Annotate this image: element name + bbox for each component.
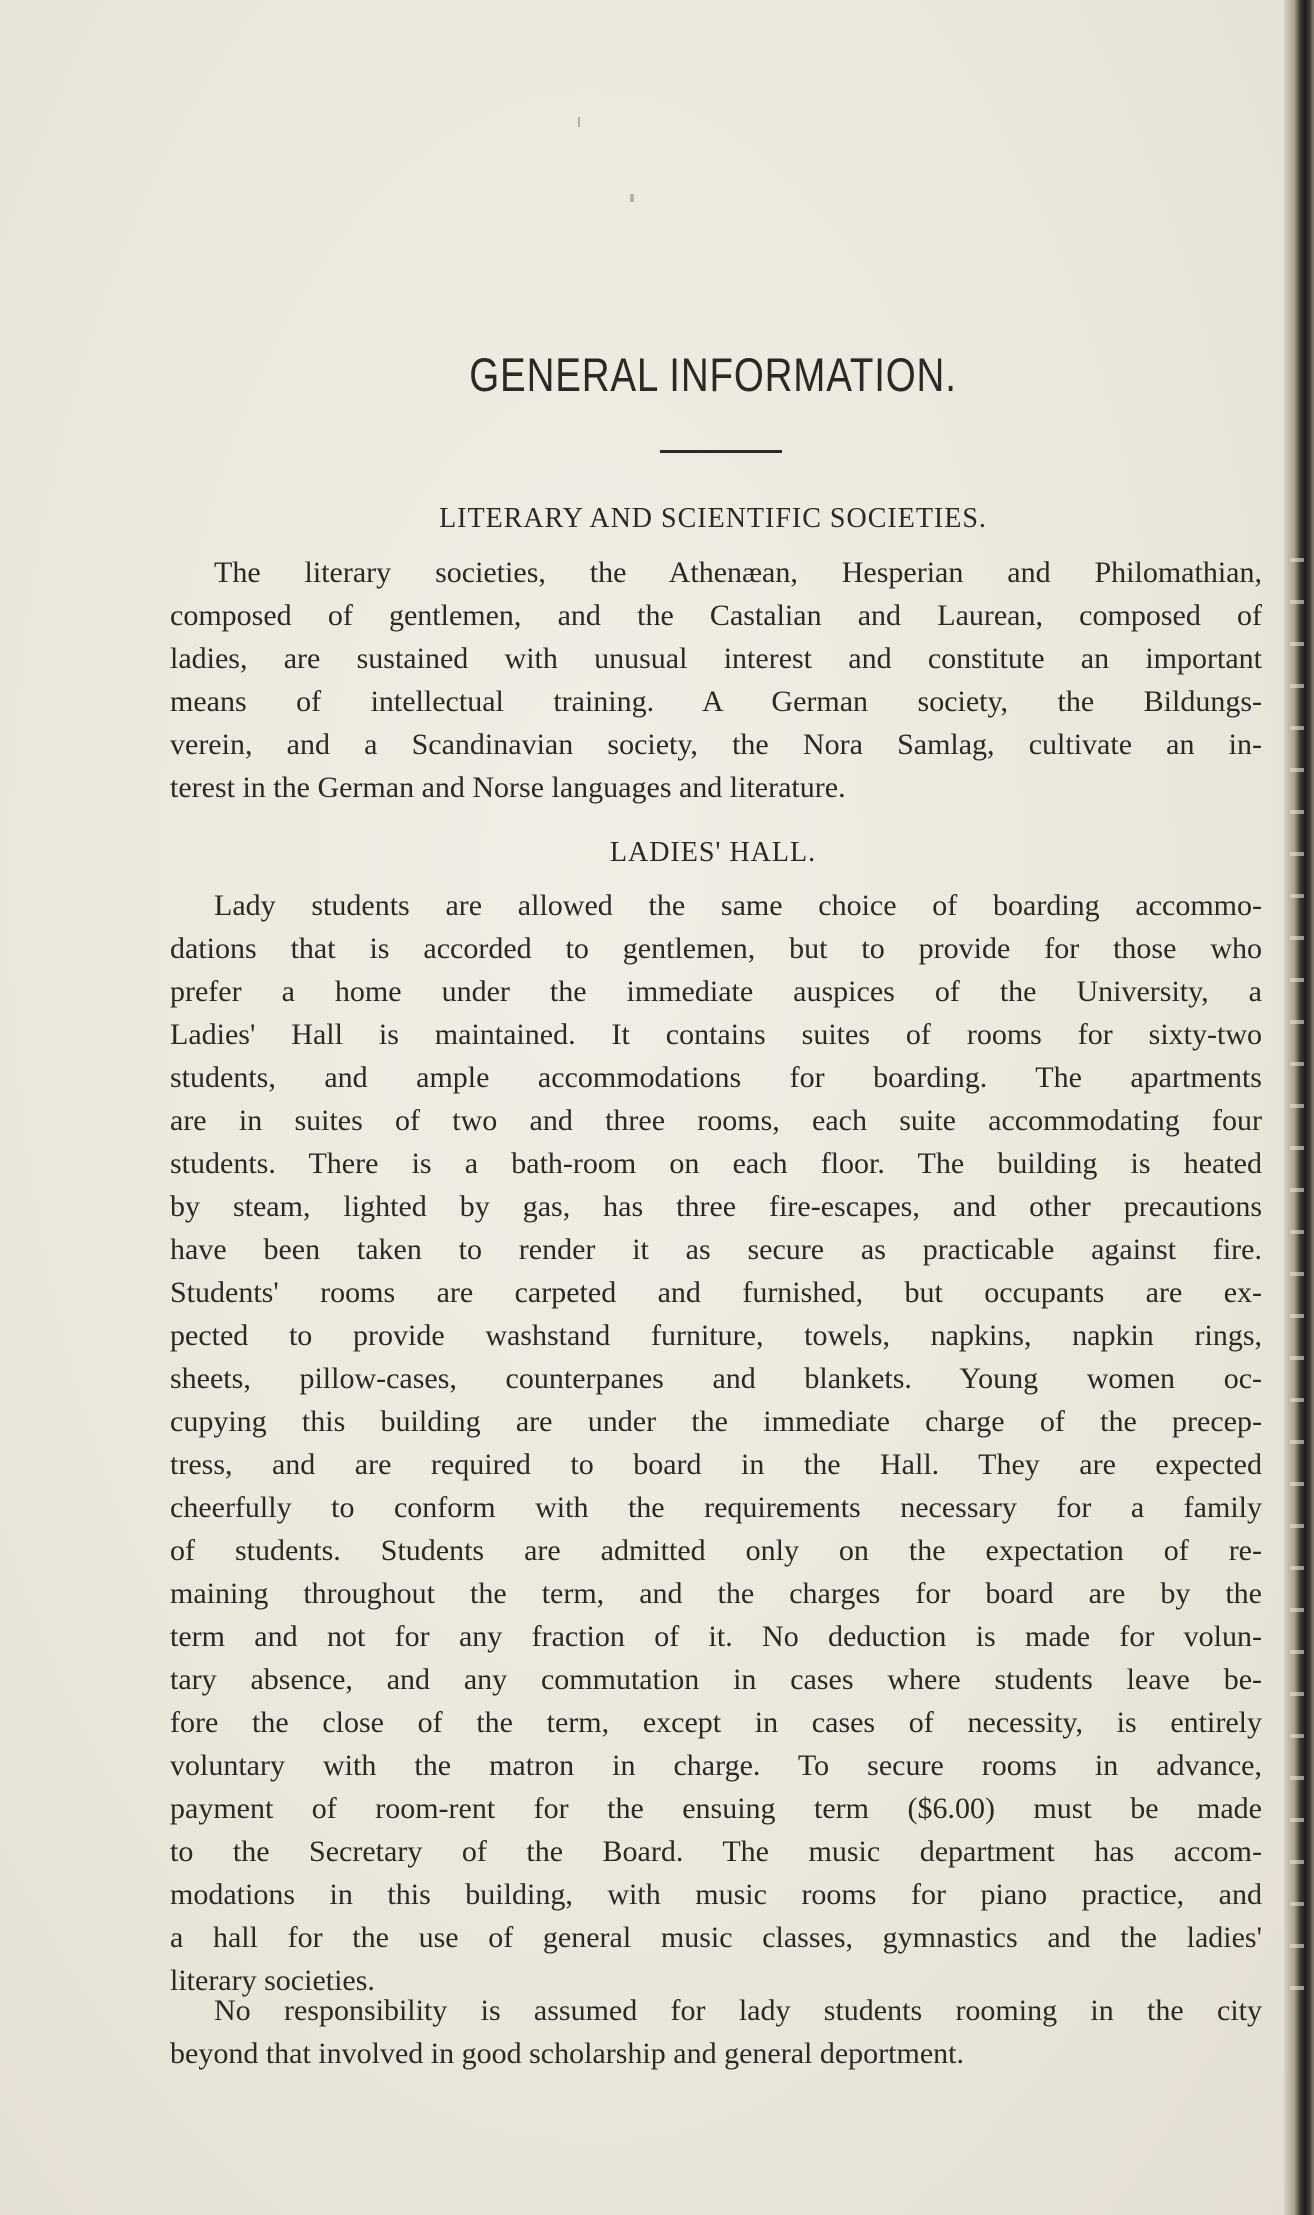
text-line: sheets, pillow-cases, counterpanes and blankets. Young women oc-: [170, 1362, 1262, 1395]
page-edge-marks: [1290, 520, 1304, 2020]
text-line: pected to provide washstand furniture, towels, napkins, napkin rings,: [170, 1319, 1262, 1352]
text-line: have been taken to render it as secure as practicable against fire.: [170, 1233, 1262, 1266]
text-line: by steam, lighted by gas, has three fire-escapes, and other precautions: [170, 1190, 1262, 1223]
paper-speck: [630, 194, 634, 202]
text-line: students, and ample accommodations for boarding. The apartments: [170, 1061, 1262, 1094]
text-line: maining throughout the term, and the charges for board are by the: [170, 1577, 1262, 1610]
ladies-hall-paragraph: [170, 884, 1262, 2002]
closing-paragraph: [170, 1989, 1262, 2075]
text-line: voluntary with the matron in charge. To secure rooms in advance,: [170, 1749, 1262, 1782]
text-line: term and not for any fraction of it. No deduction is made for volun-: [170, 1620, 1262, 1653]
text-line: Students' rooms are carpeted and furnished, but occupants are ex-: [170, 1276, 1262, 1309]
paper-speck: [578, 117, 580, 127]
text-line: to the Secretary of the Board. The music department has accom-: [170, 1835, 1262, 1868]
societies-paragraph: [170, 551, 1262, 809]
section-heading-societies: LITERARY AND SCIENTIFIC SOCIETIES.: [439, 503, 987, 534]
text-line: verein, and a Scandinavian society, the Nora Samlag, cultivate an in-: [170, 728, 1262, 761]
text-line: Ladies' Hall is maintained. It contains suites of rooms for sixty-two: [170, 1018, 1262, 1051]
text-line: are in suites of two and three rooms, each suite accommodating four: [170, 1104, 1262, 1137]
text-line: ladies, are sustained with unusual interest and constitute an important: [170, 642, 1262, 675]
text-line: dations that is accorded to gentlemen, but to provide for those who: [170, 932, 1262, 965]
text-line: payment of room-rent for the ensuing term ($6.00) must be made: [170, 1792, 1262, 1825]
text-line: Lady students are allowed the same choice of boarding accommo-: [214, 889, 1262, 922]
text-line: modations in this building, with music rooms for piano practice, and: [170, 1878, 1262, 1911]
text-line: beyond that involved in good scholarship and general deportment.: [170, 2037, 964, 2070]
text-line: No responsibility is assumed for lady students rooming in the city: [214, 1994, 1262, 2027]
text-line: a hall for the use of general music classes, gymnastics and the ladies': [170, 1921, 1262, 1954]
text-line: fore the close of the term, except in cases of necessity, is entirely: [170, 1706, 1262, 1739]
text-line: The literary societies, the Athenæan, Hesperian and Philomathian,: [214, 556, 1262, 589]
text-line: literary societies.: [170, 1964, 375, 1997]
text-line: tary absence, and any commutation in cases where students leave be-: [170, 1663, 1262, 1696]
page-title: GENERAL INFORMATION.: [469, 348, 957, 401]
text-line: terest in the German and Norse languages and literature.: [170, 771, 846, 804]
text-line: composed of gentlemen, and the Castalian and Laurean, composed of: [170, 599, 1262, 632]
text-line: means of intellectual training. A German society, the Bildungs-: [170, 685, 1262, 718]
text-line: tress, and are required to board in the Hall. They are expected: [170, 1448, 1262, 1481]
title-rule: [660, 450, 782, 453]
text-line: cheerfully to conform with the requirements necessary for a family: [170, 1491, 1262, 1524]
text-line: prefer a home under the immediate auspices of the University, a: [170, 975, 1262, 1008]
text-line: cupying this building are under the immediate charge of the precep-: [170, 1405, 1262, 1438]
text-line: of students. Students are admitted only on the expectation of re-: [170, 1534, 1262, 1567]
section-heading-ladies-hall: LADIES' HALL.: [609, 837, 817, 868]
text-line: students. There is a bath-room on each floor. The building is heated: [170, 1147, 1262, 1180]
